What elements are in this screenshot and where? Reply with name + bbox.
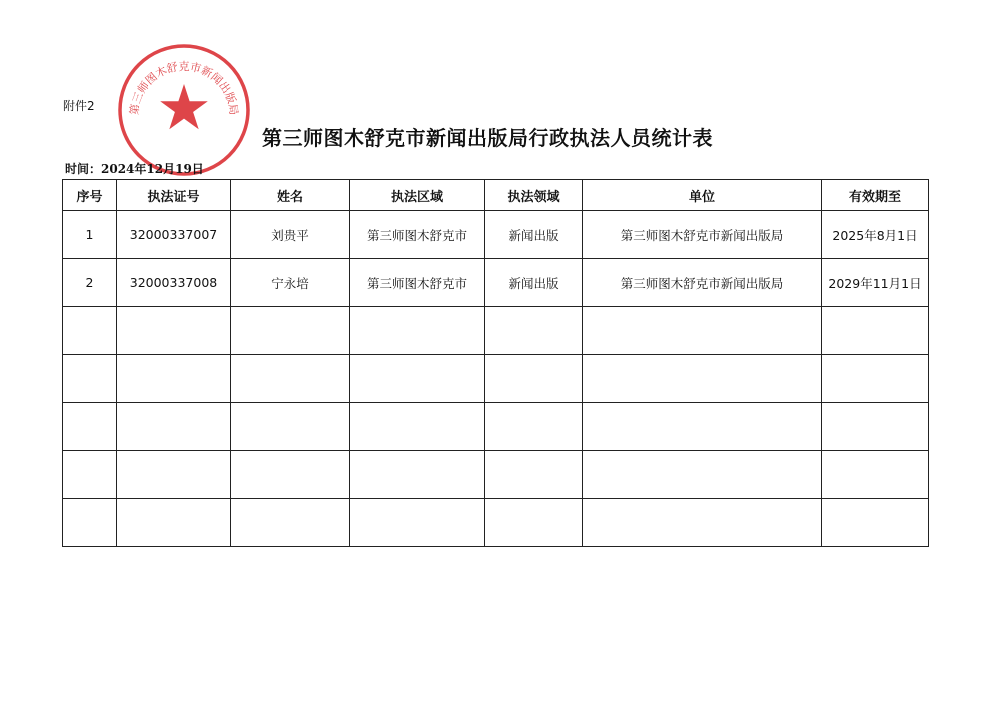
table-row — [63, 355, 929, 403]
seal-star-icon — [160, 84, 208, 129]
cell-region — [350, 451, 485, 499]
cell-valid-until: 2025年8月1日 — [822, 211, 929, 259]
seal-text: 第三师图木舒克市新闻出版局 — [127, 60, 241, 116]
date-line: 时间：2024年12月19日 — [65, 162, 204, 176]
cell-name: 宁永培 — [231, 259, 350, 307]
table-row — [63, 307, 929, 355]
cell-cert-no — [117, 355, 231, 403]
cell-seq — [63, 355, 117, 403]
cell-valid-until: 2029年11月1日 — [822, 259, 929, 307]
cell-name — [231, 307, 350, 355]
cell-seq — [63, 403, 117, 451]
table-row — [63, 259, 929, 307]
cell-unit — [583, 451, 822, 499]
cell-region: 第三师图木舒克市 — [350, 259, 485, 307]
cell-cert-no — [117, 403, 231, 451]
cell-unit — [583, 307, 822, 355]
cell-field — [485, 499, 583, 547]
cell-field — [485, 403, 583, 451]
cell-field: 新闻出版 — [485, 211, 583, 259]
header-field: 执法领域 — [485, 180, 583, 211]
cell-valid-until — [822, 403, 929, 451]
personnel-table — [62, 179, 929, 547]
table-row — [63, 211, 929, 259]
cell-unit — [583, 499, 822, 547]
cell-name: 刘贵平 — [231, 211, 350, 259]
page-title: 第三师图木舒克市新闻出版局行政执法人员统计表 — [262, 126, 713, 150]
header-valid-until: 有效期至 — [822, 180, 929, 211]
table-row — [63, 451, 929, 499]
cell-region — [350, 499, 485, 547]
annex-label: 附件2 — [63, 99, 95, 113]
cell-unit: 第三师图木舒克市新闻出版局 — [583, 259, 822, 307]
cell-name — [231, 451, 350, 499]
official-seal-icon — [116, 42, 252, 178]
cell-name — [231, 499, 350, 547]
cell-unit — [583, 403, 822, 451]
table-row — [63, 403, 929, 451]
cell-cert-no: 32000337007 — [117, 211, 231, 259]
table-row — [63, 499, 929, 547]
cell-seq: 1 — [63, 211, 117, 259]
cell-valid-until — [822, 451, 929, 499]
header-seq: 序号 — [63, 180, 117, 211]
header-cert-no: 执法证号 — [117, 180, 231, 211]
cell-field — [485, 355, 583, 403]
cell-field — [485, 307, 583, 355]
cell-valid-until — [822, 499, 929, 547]
header-unit: 单位 — [583, 180, 822, 211]
header-region: 执法区域 — [350, 180, 485, 211]
cell-cert-no: 32000337008 — [117, 259, 231, 307]
cell-seq — [63, 307, 117, 355]
cell-field — [485, 451, 583, 499]
cell-region: 第三师图木舒克市 — [350, 211, 485, 259]
cell-cert-no — [117, 499, 231, 547]
cell-seq: 2 — [63, 259, 117, 307]
cell-valid-until — [822, 307, 929, 355]
header-name: 姓名 — [231, 180, 350, 211]
cell-name — [231, 403, 350, 451]
cell-seq — [63, 451, 117, 499]
cell-valid-until — [822, 355, 929, 403]
cell-unit: 第三师图木舒克市新闻出版局 — [583, 211, 822, 259]
cell-unit — [583, 355, 822, 403]
cell-seq — [63, 499, 117, 547]
cell-region — [350, 403, 485, 451]
cell-region — [350, 355, 485, 403]
cell-cert-no — [117, 307, 231, 355]
cell-field: 新闻出版 — [485, 259, 583, 307]
table-header-row — [63, 180, 929, 211]
cell-name — [231, 355, 350, 403]
cell-cert-no — [117, 451, 231, 499]
cell-region — [350, 307, 485, 355]
table-body — [63, 211, 929, 547]
